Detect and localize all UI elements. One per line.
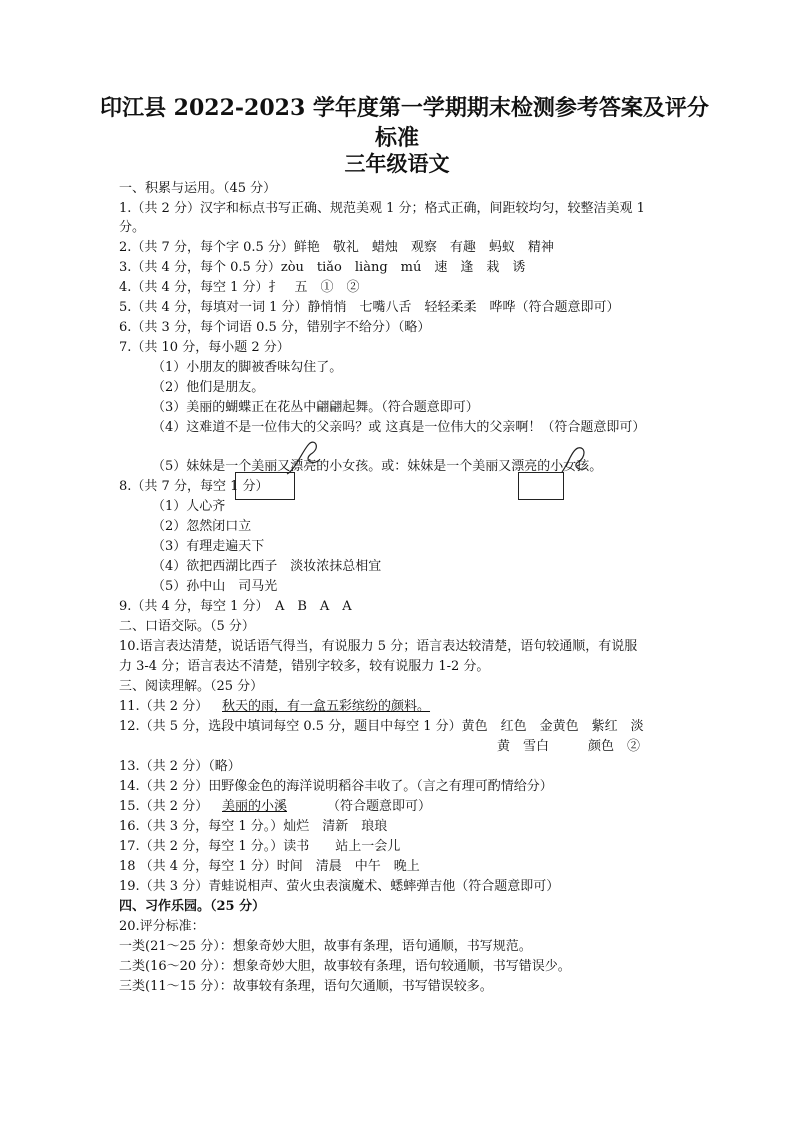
answer-subline: （1）小朋友的脚被香味勾住了。 [152,360,343,375]
grading-criteria-line: 三类(11～15 分）：故事较有条理，语句欠通顺，书写错误较多。 [119,979,493,994]
answer-line-continued: 黄 雪白 颜色 ② [497,739,641,754]
answer-line: 2.（共 7 分，每个字 0.5 分）鲜艳 敬礼 蜡烛 观察 有趣 蚂蚁 精神 [119,240,554,255]
answer-line: 3.（共 4 分，每个 0.5 分）zòu tiǎo liàng mú 速 逢 栽 诱 [119,260,526,275]
answer-subline: （5）孙中山 司马光 [152,579,278,594]
document-title-continued: 标准 [374,125,419,151]
answer-subline: （2）忽然闭口立 [152,519,252,534]
answer-line: 7.（共 10 分，每小题 2 分） [119,340,290,355]
correction-box [518,472,564,500]
answer-line: 分。 [119,220,146,235]
answer-subline: （1）人心齐 [152,499,226,514]
answer-line: 19.（共 3 分）青蛙说相声、萤火虫表演魔术、蟋蟀弹吉他（符合题意即可） [119,879,560,894]
answer-line: 16.（共 3 分，每空 1 分。）灿烂 清新 琅琅 [119,819,388,834]
answer-line: 17.（共 2 分，每空 1 分。）读书 站上一会儿 [119,839,401,854]
correction-swirl-mark [285,440,325,480]
answer-line: 11.（共 2 分） [119,699,209,714]
answer-line: 13.（共 2 分）（略） [119,759,241,774]
answer-line: 14.（共 2 分）田野像金色的海洋说明稻谷丰收了。（言之有理可酌情给分） [119,779,553,794]
answer-subline: （2）他们是朋友。 [152,380,265,395]
answer-note: （符合题意即可） [327,799,432,814]
section-heading-1: 一、积累与运用。（45 分） [119,181,277,196]
answer-line: 10.语言表达清楚，说话语气得当，有说服力 5 分；语言表达较清楚，语句较通顺，有说服 [119,639,638,654]
answer-line: 20.评分标准： [119,919,205,934]
section-heading-2: 二、口语交际。（5 分） [119,619,255,634]
answer-subline: （4）这难道不是一位伟大的父亲吗？或 这真是一位伟大的父亲啊！（符合题意即可） [152,420,646,435]
section-heading-4: 四、习作乐园。（25 分） [119,899,266,914]
answer-line: 18 （共 4 分，每空 1 分）时间 清晨 中午 晚上 [119,859,420,874]
answer-subline: （5）妹妹是一个美丽又漂亮的小女孩。或：妹妹是一个美丽又漂亮的小女孩。 [152,459,603,474]
answer-line: 9.（共 4 分，每空 1 分） A B A A [119,599,352,614]
section-heading-3: 三、阅读理解。（25 分） [119,679,264,694]
answer-line: 力 3-4 分；语言表达不清楚，错别字较多，较有说服力 1-2 分。 [119,659,490,674]
grading-criteria-line: 二类(16～20 分）：想象奇妙大胆，故事较有条理，语句较通顺，书写错误少。 [119,959,571,974]
answer-line: 4.（共 4 分，每空 1 分）扌 五 ① ② [119,280,360,295]
document-title: 印江县 2022-2023 学年度第一学期期末检测参考答案及评分 [100,95,709,121]
answer-subline: （3）有理走遍天下 [152,539,265,554]
underlined-answer: 美丽的小溪 [222,799,288,814]
answer-line: 5.（共 4 分，每填对一词 1 分）静悄悄 七嘴八舌 轻轻柔柔 哗哗（符合题意即可） [119,300,620,315]
answer-subline: （3）美丽的蝴蝶正在花丛中翩翩起舞。（符合题意即可） [152,400,479,415]
answer-subline: （4）欲把西湖比西子 淡妆浓抹总相宜 [152,559,382,574]
underlined-answer: 秋天的雨，有一盒五彩缤纷的颜料。 [222,699,431,714]
answer-line: 15.（共 2 分） [119,799,209,814]
answer-line: 1.（共 2 分）汉字和标点书写正确、规范美观 1 分；格式正确，间距较均匀，较整洁美观 1 [119,201,645,216]
correction-swirl-mark [560,446,590,480]
answer-line: 8.（共 7 分，每空 1 分） [119,479,269,494]
answer-line: 6.（共 3 分，每个词语 0.5 分，错别字不给分）（略） [119,320,431,335]
grading-criteria-line: 一类(21～25 分）：想象奇妙大胆，故事有条理，语句通顺，书写规范。 [119,939,532,954]
answer-line: 12.（共 5 分，选段中填词每空 0.5 分，题目中每空 1 分）黄色 红色 金黄色 紫红 淡 [119,719,644,734]
document-subtitle: 三年级语文 [344,151,450,176]
